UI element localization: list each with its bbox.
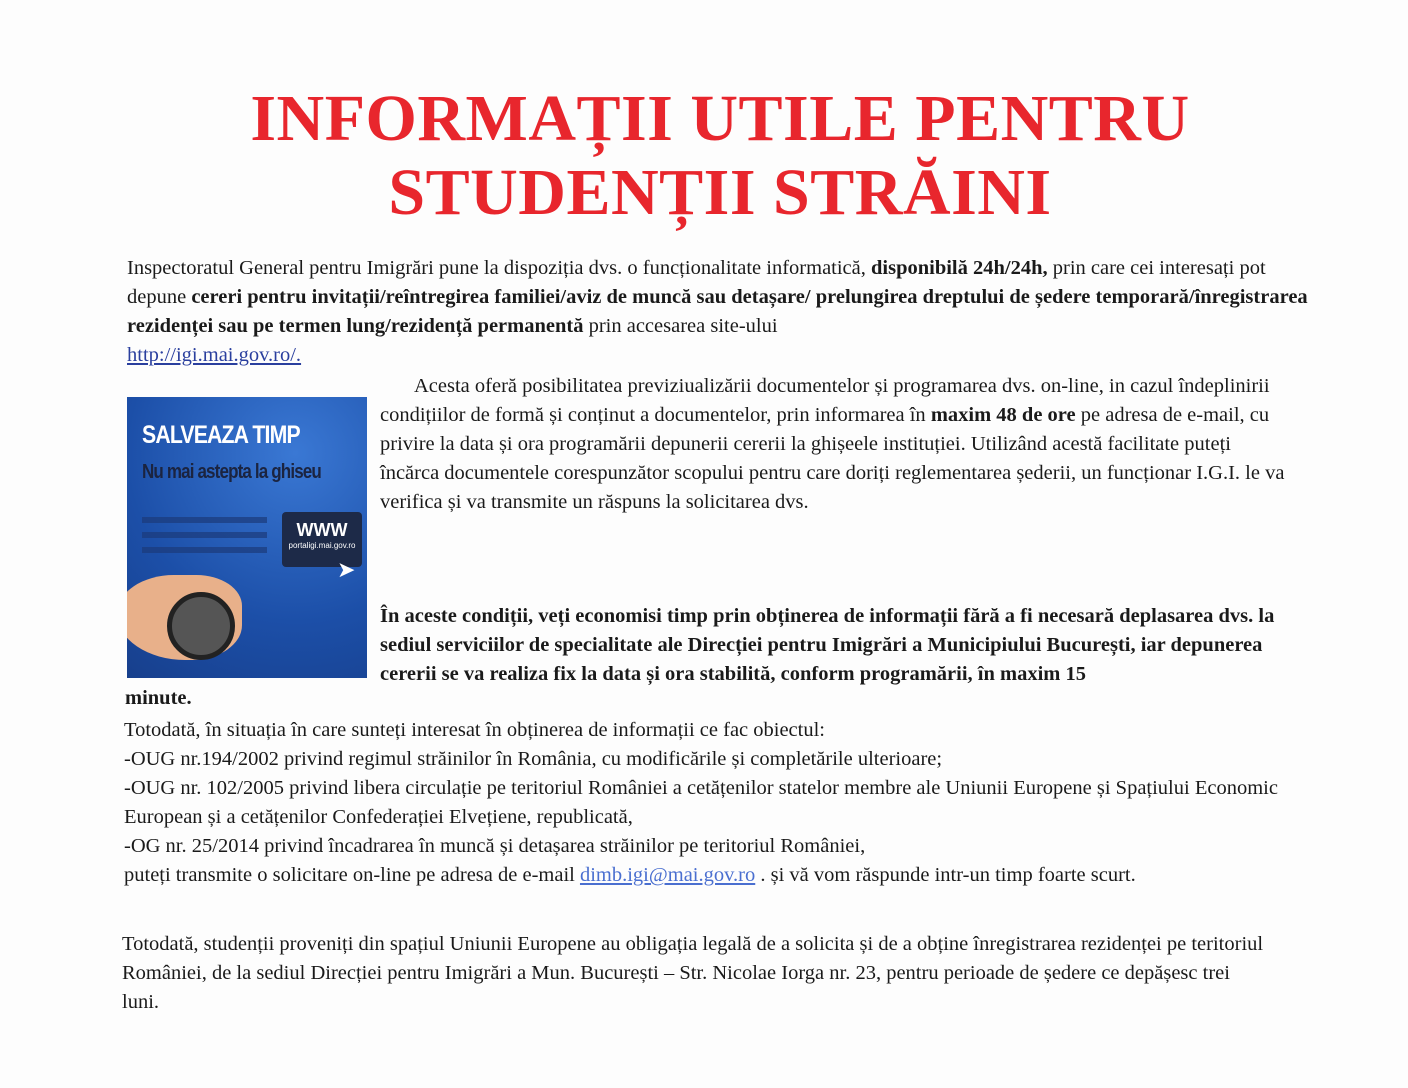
cursor-icon: ➤	[337, 557, 356, 582]
legislation-item: -OUG nr. 102/2005 privind libera circulație pe teritoriul României a cetățenilor statelor membre ale Uniunii Europene și Spațiului Economic European și a cetățenilor Confederației Elvețiene, republicată,	[124, 777, 1278, 828]
title-line-1: INFORMAȚII UTILE PENTRU	[250, 82, 1190, 155]
www-label: WWW	[296, 520, 348, 540]
igi-website-link[interactable]: http://igi.mai.gov.ro/.	[127, 344, 302, 366]
stopwatch-icon	[167, 592, 235, 660]
text: puteți transmite o solicitare on-line pe adresa de e-mail	[124, 864, 580, 886]
email-link[interactable]: dimb.igi@mai.gov.ro	[579, 864, 756, 886]
legislation-paragraph	[124, 716, 1314, 890]
preview-paragraph	[380, 372, 1295, 517]
conditions-paragraph-tail: minute.	[125, 687, 192, 709]
banner-heading: SALVEAZA TIMP	[142, 421, 300, 449]
conditions-paragraph: În aceste condiții, veți economisi timp prin obținerea de informații fără a fi necesară deplasarea dvs. la sediul serviciilor de specialitate ale Direcției pentru Imigrări a Municipiului București, iar depunerea cererii se va realiza fix la data și ora stabilită, conform programării, în maxim 15	[380, 605, 1275, 685]
page-title	[0, 82, 1408, 230]
text: . și vă vom răspunde intr-un timp foarte scurt.	[755, 864, 1136, 886]
text: Inspectoratul General pentru Imigrări pune la dispoziția dvs. o funcționalitate informatică,	[127, 257, 872, 279]
request-types-bold: cereri pentru invitații/reîntregirea familiei/aviz de muncă sau detașare/ prelungirea dreptului de ședere temporară/înregistrarea rezidenței sau pe termen lung/rezidență permanentă	[127, 286, 1308, 337]
legislation-intro: Totodată, în situația în care sunteți interesat în obținerea de informații ce fac obiectul:	[124, 719, 825, 741]
text: prin care cei interesați pot depune	[127, 257, 1266, 308]
banner-subheading: Nu mai astepta la ghiseu	[142, 461, 321, 483]
text: pe adresa de e-mail, cu privire la data și ora programării depunerii cererii la ghișeele instituției. Utilizând acestă facilitate puteți încărca documentele corespunzător scopului pentru care doriți reglementarea șederii, un funcționar I.G.I. le va verifica și va transmite un răspuns la solicitarea dvs.	[380, 404, 1285, 513]
text: Acesta oferă posibilitatea previziualizării documentelor și programarea dvs. on-line, in cazul îndeplinirii condițiilor de formă și conținut a documentelor, prin informarea în	[380, 375, 1270, 426]
text: prin accesarea site-ului	[583, 315, 778, 337]
contact-line	[124, 861, 1314, 890]
eu-students-paragraph: Totodată, studenții proveniți din spațiul Uniunii Europene au obligația legală de a solicita și de a obține înregistrarea rezidenței pe teritoriul României, de la sediul Direcției pentru Imigrări a Mun. București – Str. Nicolae Iorga nr. 23, pentru perioade de ședere ce depășesc trei luni.	[122, 933, 1264, 1013]
intro-paragraph	[127, 254, 1312, 370]
portal-url: portaligi.mai.gov.ro	[288, 541, 356, 550]
max-48h-bold: maxim 48 de ore	[930, 404, 1076, 426]
banner-small-text	[142, 517, 267, 562]
title-line-2: STUDENȚII STRĂINI	[388, 156, 1052, 229]
legislation-item: -OG nr. 25/2014 privind încadrarea în muncă și detașarea străinilor pe teritoriul României,	[124, 835, 866, 857]
availability-bold: disponibilă 24h/24h,	[871, 257, 1048, 279]
salveaza-timp-banner-image	[127, 397, 367, 678]
legislation-item: -OUG nr.194/2002 privind regimul străinilor în România, cu modificările și completările ulterioare;	[124, 748, 943, 770]
